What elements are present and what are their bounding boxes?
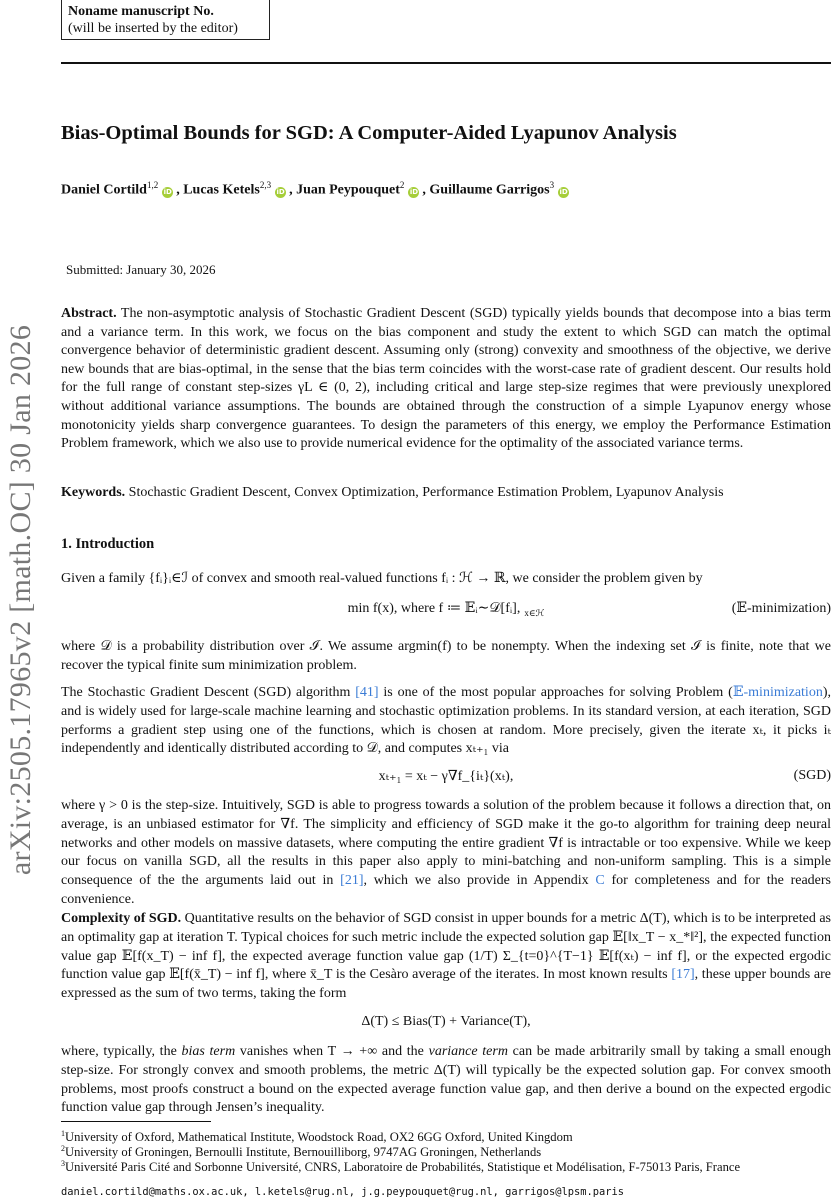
submission-date: Submitted: January 30, 2026	[66, 262, 216, 277]
paragraph	[61, 910, 831, 1004]
author-affiliation: 2	[399, 180, 405, 190]
manuscript-note: (will be inserted by the editor)	[68, 21, 238, 36]
abstract-text: The non-asymptotic analysis of Stochastic Gradient Descent (SGD) typically yields bounds that decompose into a bias term and a variance term. In this work, we focus on the bias component and study the extent to which SGD can match the optimal convergence behavior of deterministic gradient descent. Assuming only (strong) convexity and smoothness of the objective, we derive new bounds that are bias-optimal, in the sense that the bias term coincides with the worst-case rate of gradient descent. Our results hold for the full range of constant step-sizes γL ∈ (0, 2), including critical and large step-size regimes that were previously unexplored without additional variance assumptions. The bounds are obtained through the construction of a simple Lyapunov energy whose monotonicity yields sharp convergence guarantees. To design the parameters of this energy, we employ the Performance Estimation Problem framework, which we also use to provide numerical evidence for the optimality of the associated variance terms.	[61, 306, 831, 452]
paragraph: where 𝒟 is a probability distribution over ℐ. We assume argmin(f) to be nonempty. When the indexing set ℐ is finite, note that we recover the typical finite sum minimization problem.	[61, 639, 831, 673]
abstract	[61, 305, 831, 454]
abstract-label: Abstract.	[61, 306, 117, 321]
paragraph	[61, 797, 831, 910]
footnote-rule	[61, 1121, 211, 1122]
text: where γ > 0 is the step-size. Intuitively, SGD is able to progress towards a solution of the problem because it follows a direction that, on average, is an unbiased estimator for ∇f. The simplicity and efficiency of SGD make it the go-to algorithm for training deep neural networks and other models on massive datasets, where computing the entire gradient ∇f is intractable or too expensive. While we keep our focus on vanilla SGD, all the results in this paper also apply to mini-batching and non-uniform sampling. This is a simple consequence of the the arguments laid out in	[61, 798, 831, 889]
manuscript-box	[61, 0, 270, 40]
footnote-mark: 1	[61, 1129, 65, 1138]
footnote-text: University of Groningen, Bernoulli Institute, Bernouilliborg, 9747AG Groningen, Netherlands	[65, 1145, 542, 1160]
author-name: Lucas Ketels	[183, 182, 260, 198]
footnote-mark: 3	[61, 1159, 65, 1168]
author-affiliation: 3	[549, 180, 555, 190]
equation-tag: (𝔼-minimization)	[731, 601, 831, 616]
author-list: Daniel Cortild$^{1,2}$iD , Lucas Ketels$^{2,3}$iD , Juan Peypouquet$^2$iD , Guillaume Garrigos$^3$iD	[61, 180, 568, 198]
text: where, typically, the	[61, 1044, 182, 1059]
orcid-icon[interactable]: iD	[409, 187, 419, 196]
text: ), and is widely used for large-scale machine learning and stochastic optimization problems. In its standard version, at each iteration, SGD performs a gradient step using one of the functions, which is chosen at random. More precisely, given the iterate xₜ, it picks iₜ independently and identically distributed according to 𝒟, and computes xₜ₊₁ via	[61, 685, 831, 757]
footnote-text: University of Oxford, Mathematical Institute, Woodstock Road, OX2 6GG Oxford, United Kingdom	[65, 1130, 573, 1145]
text: for completeness and for the readers convenience.	[61, 873, 831, 907]
section-title: Introduction	[75, 536, 155, 552]
equation-sgd	[61, 766, 831, 792]
keywords-text: Stochastic Gradient Descent, Convex Optimization, Performance Estimation Problem, Lyapunov Analysis	[128, 485, 724, 500]
keywords	[61, 485, 831, 501]
author-name: Daniel Cortild	[61, 182, 147, 198]
manuscript-number: Noname manuscript No.	[68, 4, 214, 19]
footnote-mark: 2	[61, 1144, 65, 1153]
header-rule	[61, 62, 831, 64]
paper-title: Bias-Optimal Bounds for SGD: A Computer-Aided Lyapunov Analysis	[61, 122, 677, 144]
paragraph	[61, 684, 831, 759]
equation-body: xₜ₊₁ = xₜ − γ∇f_{iₜ}(xₜ),	[378, 769, 514, 784]
author-affiliation: 2,3	[259, 180, 272, 190]
appendix-link[interactable]: C	[595, 873, 605, 889]
author-name: Guillaume Garrigos	[429, 182, 550, 198]
arxiv-identifier: arXiv:2505.17965v2 [math.OC] 30 Jan 2026	[4, 324, 37, 876]
paragraph-heading: Complexity of SGD.	[61, 911, 182, 926]
text: Quantitative results on the behavior of SGD consist in upper bounds for a metric Δ(T), which is to be interpreted as an optimality gap at iteration T. Typical choices for such metric include the expected solution gap 𝔼[‖x_T − x_*‖²], the expected function value gap 𝔼[f(x_T) − inf f], the expected average function value gap (1/T) Σ_{t=0}^{T−1} 𝔼[f(xₜ) − inf f], or the expected ergodic function value gap 𝔼[f(x̄_T) − inf f], where x̄_T is the Cesàro average of the iterates. In most known results	[61, 911, 831, 983]
citation-link[interactable]: [21]	[340, 873, 364, 889]
section-heading	[61, 536, 154, 553]
emphasis: bias term	[181, 1044, 236, 1059]
equation-subscript: x∈ℋ	[524, 607, 545, 618]
text: is one of the most popular approaches for solving Problem (	[378, 685, 733, 700]
orcid-icon[interactable]: iD	[276, 187, 285, 196]
citation-link[interactable]: [41]	[355, 685, 379, 700]
equation-body: min f(x), where f ≔ 𝔼ᵢ∼𝒟[fᵢ],	[347, 601, 521, 616]
keywords-label: Keywords.	[61, 485, 126, 500]
footnote	[61, 1157, 831, 1175]
orcid-icon[interactable]: iD	[163, 187, 172, 196]
text: , these upper bounds are expressed as the sum of two terms, taking the form	[61, 967, 831, 1002]
text: , which we also provide in Appendix	[363, 873, 596, 889]
author-emails[interactable]: daniel.cortild@maths.ox.ac.uk, l.ketels@rug.nl, j.g.peypouquet@rug.nl, garrigos@lpsm.paris	[61, 1186, 625, 1198]
equation-tag: (SGD)	[793, 768, 831, 783]
author-affiliation: 1,2	[146, 180, 159, 190]
emphasis: variance term	[428, 1044, 508, 1059]
arxiv-sidebar	[0, 0, 44, 1200]
citation-link[interactable]: [17]	[671, 967, 695, 983]
equation-minimization	[61, 598, 831, 624]
section-number: 1.	[61, 536, 72, 552]
author-name: Juan Peypouquet	[296, 182, 400, 198]
equation-body: Δ(T) ≤ Bias(T) + Variance(T),	[361, 1014, 531, 1029]
text: The Stochastic Gradient Descent (SGD) algorithm	[61, 685, 356, 700]
paragraph: Given a family {fᵢ}ᵢ∈ℐ of convex and smooth real-valued functions fᵢ : ℋ → ℝ, we consider the problem given by	[61, 571, 703, 586]
equation-decomposition	[61, 1012, 831, 1038]
equation-link[interactable]: 𝔼-minimization	[732, 685, 823, 700]
paragraph	[61, 1043, 831, 1118]
text: can be made arbitrarily small by taking a small enough step-size. For strongly convex and smooth problems, the metric Δ(T) will typically be the expected solution gap. For convex smooth problems, most proofs construct a bound on the expected average function value gap, and then derive a bound on the expected ergodic function value gap through Jensen’s inequality.	[61, 1044, 831, 1116]
footnote-text: Université Paris Cité and Sorbonne Université, CNRS, Laboratoire de Probabilités, Statistique et Modélisation, F-75013 Paris, France	[65, 1160, 741, 1175]
text: vanishes when T → +∞ and the	[235, 1044, 429, 1059]
orcid-icon[interactable]: iD	[559, 187, 568, 196]
